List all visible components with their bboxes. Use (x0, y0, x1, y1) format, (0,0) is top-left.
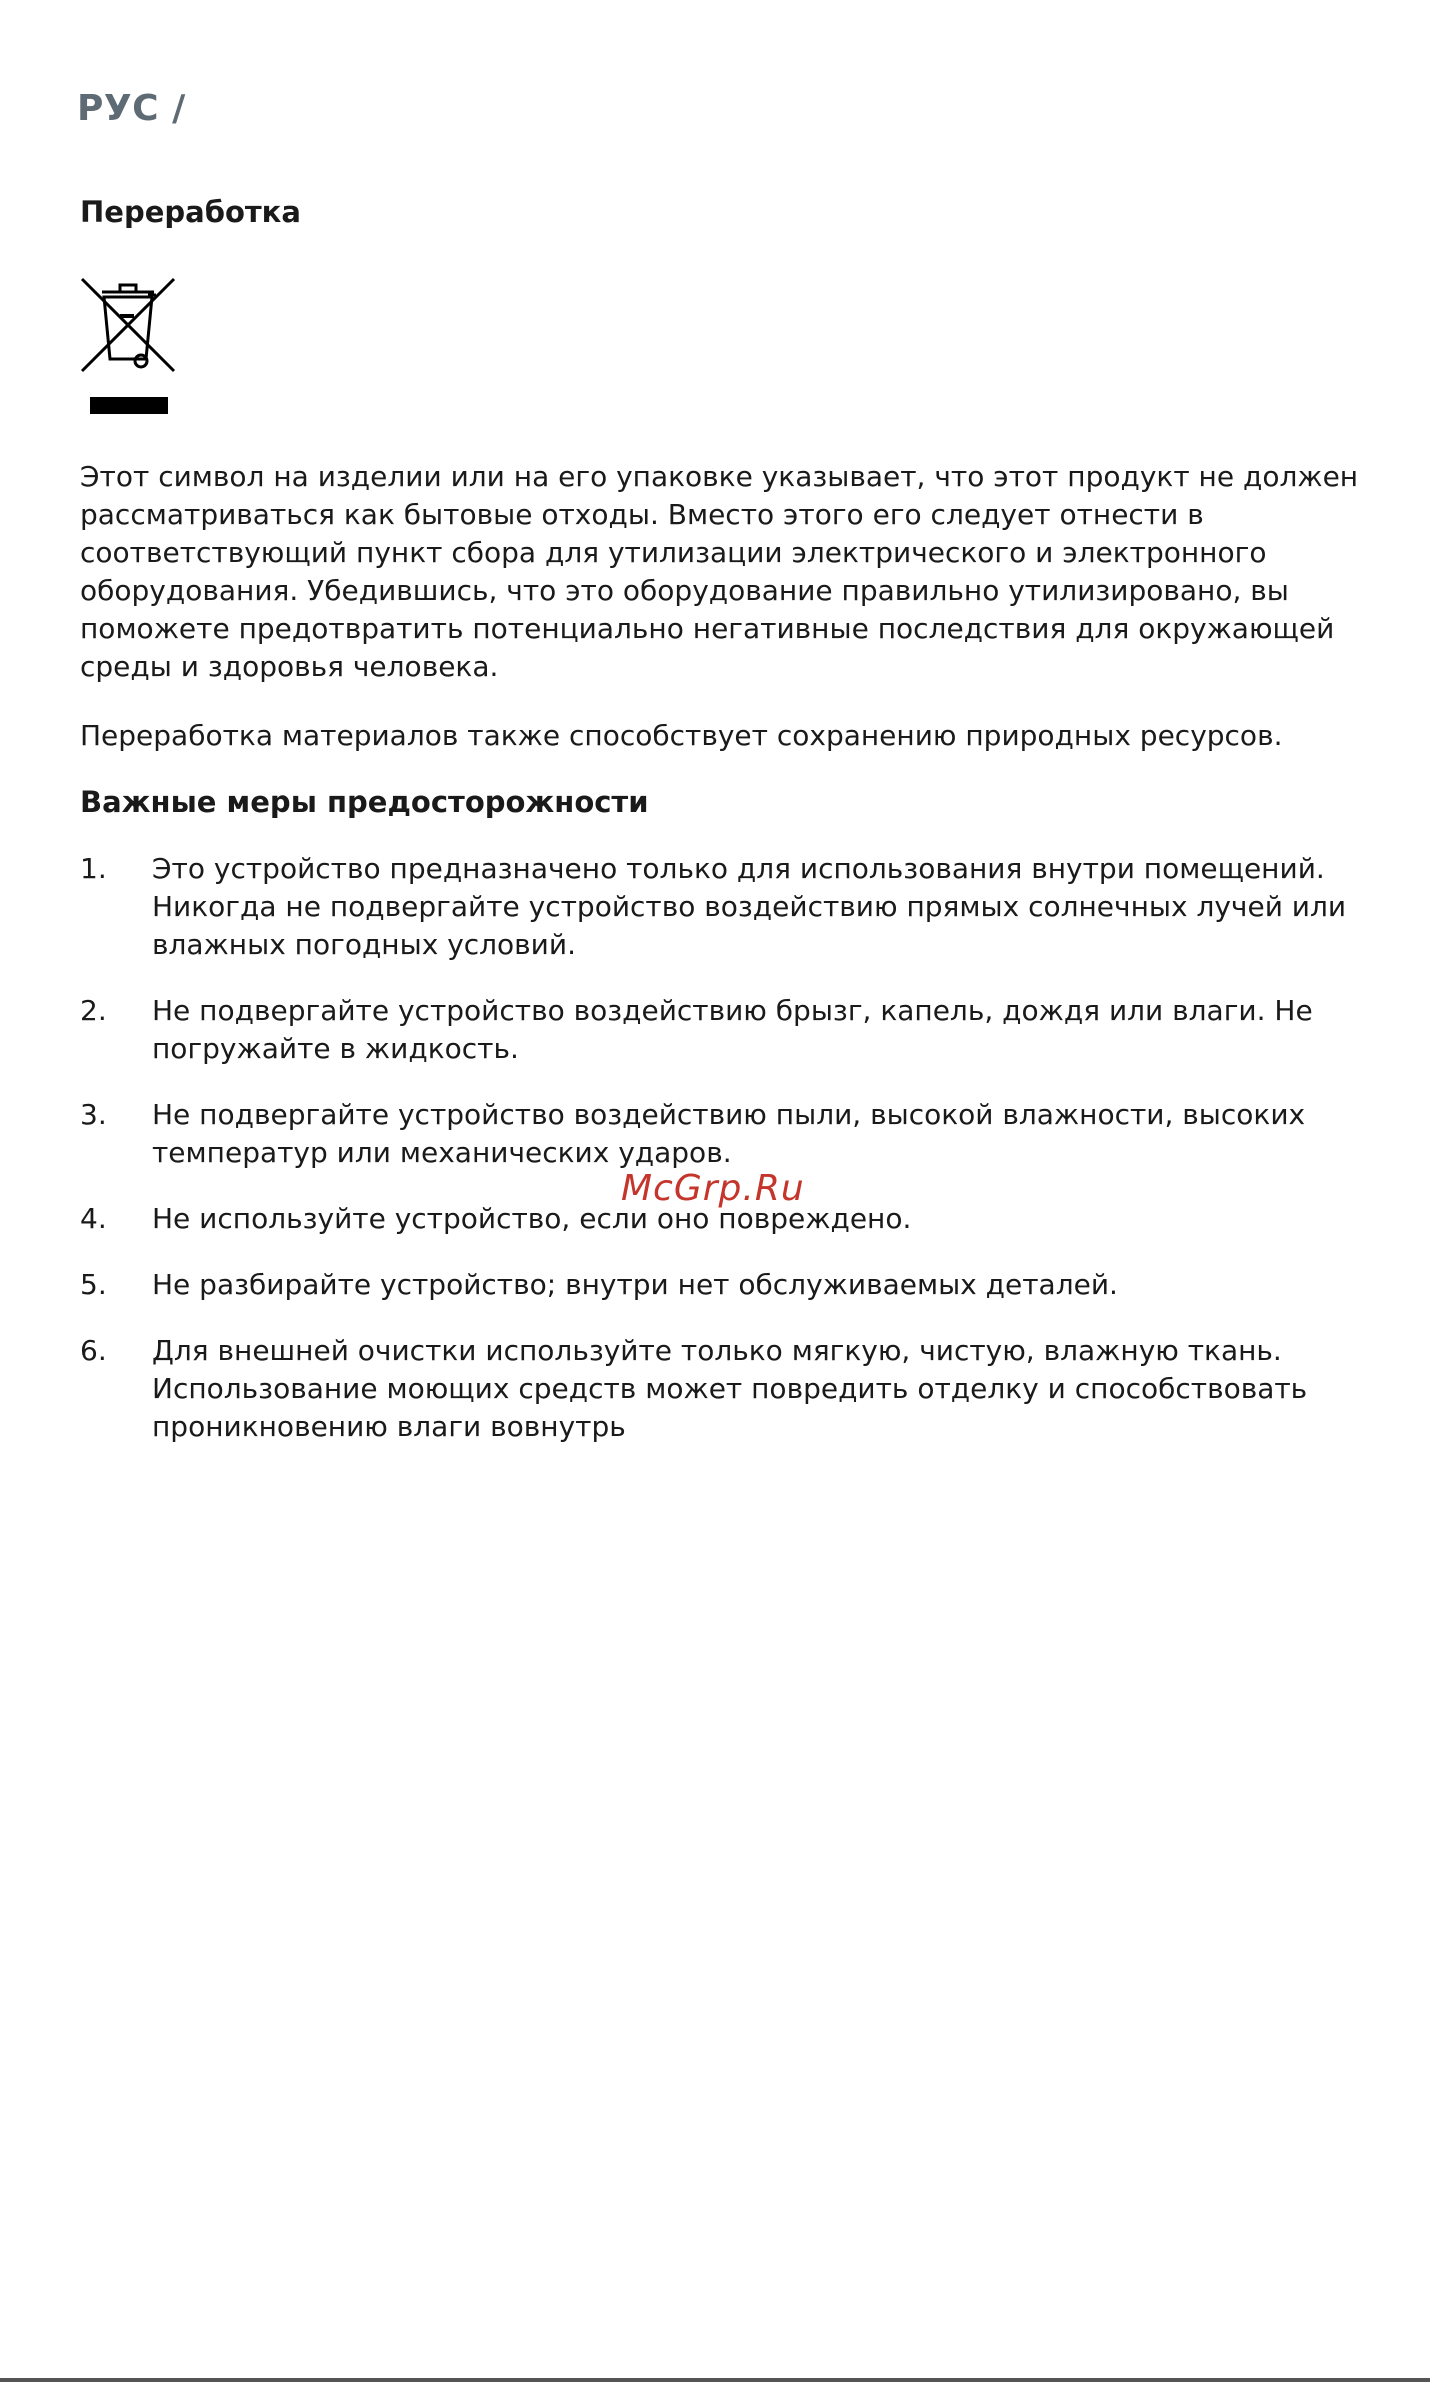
list-item (80, 850, 1370, 964)
recycling-paragraph-1: Этот символ на изделии или на его упаковке указывает, что этот продукт не должен рассматриваться как бытовые отходы. Вместо этого его следует отнести в соответствующий пункт сбора для утилизации электрического и электронного оборудования. Убедившись, что это оборудование правильно утилизировано, вы поможете предотвратить потенциально негативные последствия для окружающей среды и здоровья человека. (80, 460, 1359, 683)
list-item-number: 1. (80, 852, 107, 885)
list-item (80, 1332, 1370, 1446)
language-header: РУС / (77, 88, 186, 129)
list-item-text: Не подвергайте устройство воздействию пыли, высокой влажности, высоких температур или механических ударов. (152, 1098, 1306, 1169)
list-item-text: Для внешней очистки используйте только мягкую, чистую, влажную ткань. Использование моющих средств может повредить отделку и способствовать проникновению влаги вовнутрь (152, 1334, 1308, 1443)
list-item (80, 992, 1370, 1068)
list-item (80, 1266, 1370, 1304)
precautions-list (80, 850, 1370, 1474)
precautions-title: Важные меры предосторожности (80, 785, 649, 819)
recycling-title: Переработка (80, 195, 301, 229)
bottom-divider (0, 2378, 1430, 2382)
list-item-number: 5. (80, 1268, 107, 1301)
recycling-paragraph-2: Переработка материалов также способствует сохранению природных ресурсов. (80, 719, 1283, 752)
list-item-number: 4. (80, 1202, 107, 1235)
list-item-number: 6. (80, 1334, 107, 1367)
list-item-text: Не используйте устройство, если оно повреждено. (152, 1202, 912, 1235)
crossed-out-wheelie-bin-icon (80, 277, 176, 417)
watermark: McGrp.Ru (621, 1168, 805, 1209)
list-item-number: 3. (80, 1098, 107, 1131)
list-item-number: 2. (80, 994, 107, 1027)
list-item (80, 1096, 1370, 1172)
list-item-text: Не подвергайте устройство воздействию брызг, капель, дождя или влаги. Не погружайте в жидкость. (152, 994, 1313, 1065)
list-item-text: Это устройство предназначено только для использования внутри помещений. Никогда не подвергайте устройство воздействию прямых солнечных лучей или влажных погодных условий. (152, 852, 1347, 961)
list-item-text: Не разбирайте устройство; внутри нет обслуживаемых деталей. (152, 1268, 1118, 1301)
